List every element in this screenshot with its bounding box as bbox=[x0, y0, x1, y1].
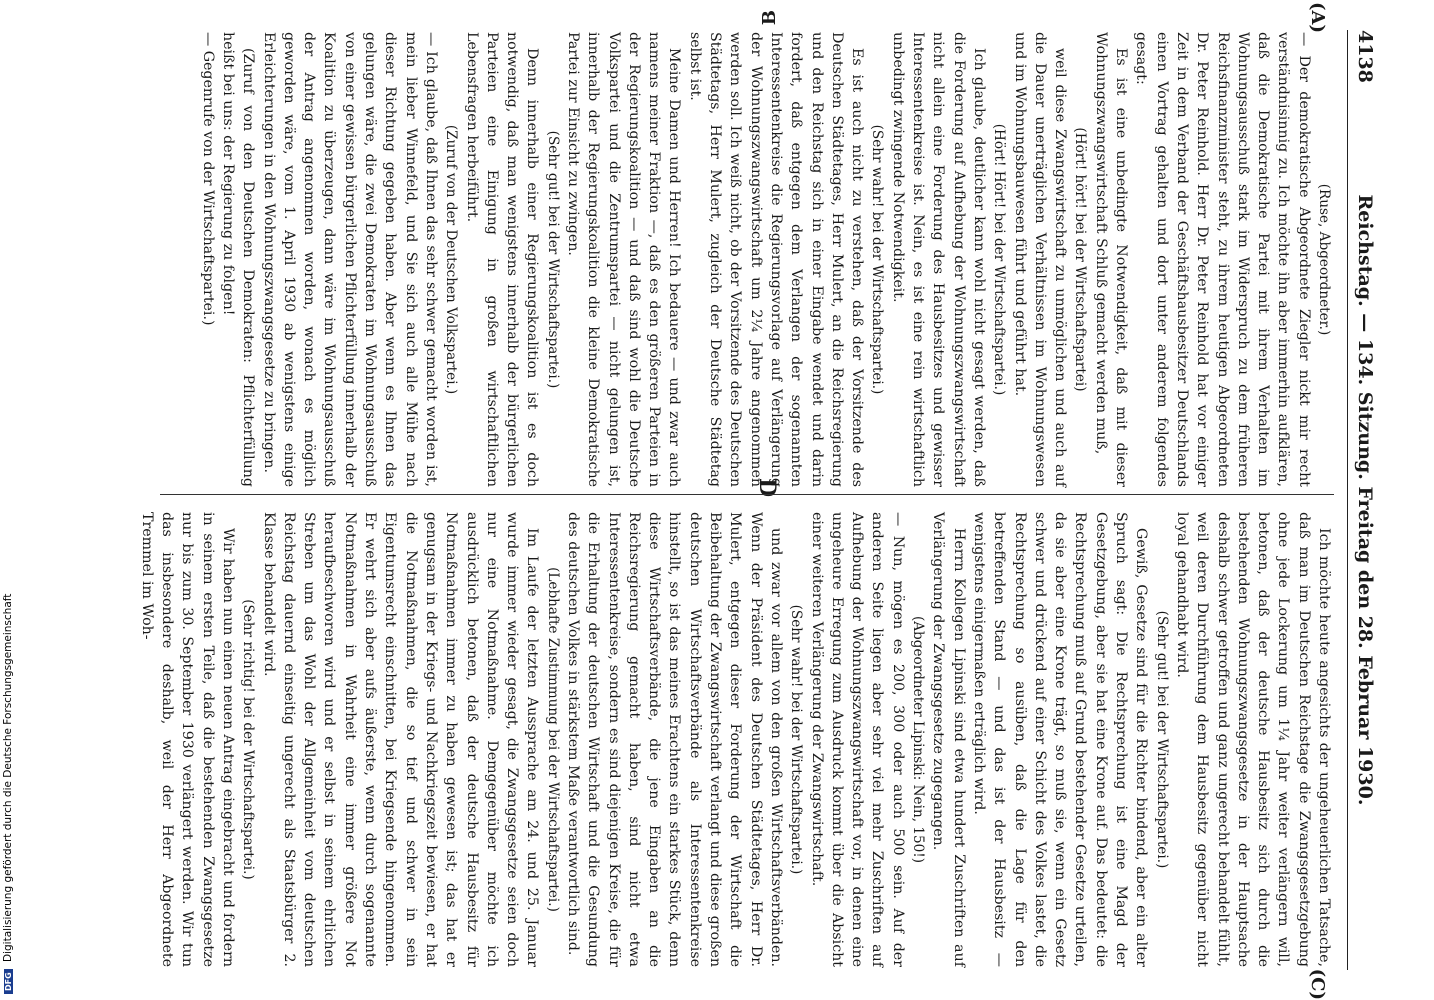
digitization-footer bbox=[0, 0, 16, 1000]
paragraph: Meine Damen und Herren! Ich bedauere — und zwar auch namens meiner Fraktion —, daß es den größeren Parteien in der Regierungskoalition — und daß sind wohl die Deutsche Volkspartei und die Zentrumspartei — nicht gelungen ist, innerhalb der Regierungskoalition die kleine Demokratische Partei zur Einsicht zu zwingen. bbox=[565, 32, 683, 487]
paragraph: (Hört! Hört! bei der Wirtschaftspartei.) bbox=[991, 123, 1008, 396]
paragraph: (Zuruf von der Deutschen Volkspartei.) bbox=[443, 124, 460, 395]
paragraph: — Ich glaube, daß Ihnen das sehr schwer gemacht worden ist, mein lieber Winnefeld, und Sie sich auch alle Mühe nach dieser Richtung gegeben haben. Aber wenn es Ihnen das gelungen wäre, die zwei Demokraten im Wohnungsausschuß von einer gewissen bürgerlichen Pflichterfüllung innerhalb der Koalition zu überzeugen, dann wäre im Wohnungsausschuß der Antrag angenommen worden, wonach es möglich geworden wäre, vom 1. April 1930 ab wenigstens einige Erleichterungen in den Wohnungszwangsgesetze zu bringen. bbox=[260, 32, 439, 488]
paragraph: und zwar vor allem von den großen Wirtschaftsverbänden. Wenn der Präsident des Deutschen Städtetages, Herr Dr. Mulert, entgegen dieser Forderung der Wirtschaft die Beibehaltung der Zwangswirtschaft verlangt und diese großen deutschen Wirtschaftsverbände als Interessentenkreise hinstellt, so ist das meines Erachtens ein starkes Stück, denn diese Wirtschaftsverbände, die jene Eingaben an die Reichsregierung gemacht haben, sind nicht etwa Interessentenkreise, sondern es sind diejenigen Kreise, die für die Erhaltung der deutschen Wirtschaft und die Gesundung des deutschen Volkes in stärkstem Maße verantwortlich sind. bbox=[565, 512, 784, 967]
paragraph: (Sehr wahr! bei der Wirtschaftspartei.) bbox=[788, 604, 805, 875]
paragraph: Herrn Kollegen Lipinski sind etwa hundert Zuschriften auf Verlängerung der Zwangsgesetze zugegangen. bbox=[930, 512, 967, 967]
running-head: Reichstag. — 134. Sitzung. Freitag den 28. Februar 1930. bbox=[1354, 194, 1376, 806]
margin-mark-c: (C) bbox=[1307, 968, 1328, 1000]
page-number: 4138 bbox=[1354, 30, 1376, 83]
paragraph: (Lebhafte Zustimmung bei der Wirtschaftspartei.) bbox=[544, 567, 561, 912]
paragraph: (Zuruf von den Deutschen Demokraten: Pflichterfüllung heißt bei uns: der Regierung zu folgen! bbox=[219, 32, 257, 487]
newspaper-page bbox=[100, 0, 1400, 1000]
paragraph: Wir haben nun einen neuen Antrag eingebracht und fordern in seinem ersten Teile, daß die bestehenden Zwangsgesetze nur bis zum 30. September 1930 verlängert werden. Wir tun das insbesondere deshalb, weil der Herr Abgeordnete Tremmel im Woh- bbox=[138, 512, 236, 967]
paragraph: (Sehr gut! bei der Wirtschaftspartei.) bbox=[1153, 610, 1170, 869]
paragraph: (Sehr wahr! bei der Wirtschaftspartei.) bbox=[869, 124, 886, 395]
paragraph: Es ist auch nicht zu verstehen, daß der Vorsitzende des Deutschen Städtetages, Herr Mulert, an die Reichsregierung und den Reichstag sich in einer Eingabe wendet und darin fordert, daß entgegen dem Verlangen der sogenannten Interessentenkreise die Regierungsvorlage auf Verlängerung der Wohnungszwangswirtschaft um 2¼ Jahre angenommen werden soll. Ich weiß nicht, ob der Vorsitzende des Deutschen Städtetags, Herr Mulert, zugleich der Deutsche Städtetag selbst ist. bbox=[686, 32, 866, 487]
dfg-logo: DFG bbox=[4, 969, 13, 994]
paragraph: (Sehr gut! bei der Wirtschaftspartei.) bbox=[544, 130, 561, 389]
paragraph: — Gegenrufe von der Wirtschaftspartei.) bbox=[199, 32, 216, 326]
paragraph: — Nun, mögen es 200, 300 oder auch 500 sein. Auf der anderen Seite liegen aber sehr viel mehr Zuschriften auf Aufhebung der Wohnungszwangswirtschaft vor, in denen eine ungeheure Erregung zum Ausdruck kommt über die Absicht einer weiteren Verlängerung der Zwangswirtschaft. bbox=[808, 512, 906, 967]
paragraph: Ich glaube, deutlicher kann wohl nicht gesagt werden, daß die Forderung auf Aufhebung der Wohnungszwangswirtschaft nicht allein eine Forderung des Hausbesitzes und gewisser Interessentenkreise ist. Nein, es ist eine rein wirtschaftlich unbedingt zwingende Notwendigkeit. bbox=[889, 32, 987, 487]
paragraph: Denn innerhalb einer Regierungskoalition ist es doch notwendig, daß man wenigstens innerhalb der bürgerlichen Parteien eine Einigung in großen wirtschaftlichen Lebensfragen herbeiführt. bbox=[463, 32, 541, 487]
paragraph: Im Laufe der letzten Aussprache am 24. und 25. Januar wurde immer wieder gesagt, die Zwangsgesetze seien doch nur eine Notmaßnahme. Demgegenüber möchte ich ausdrücklich betonen, daß der deutsche Hausbesitz für Notmaßnahmen immer zu haben gewesen ist; das hat er genugsam in der Kriegs- und Nachkriegszeit bewiesen, er hat die Notmaßnahmen, die so tief und schwer in sein Eigentumsrecht einschnitten, bei Kriegsende hingenommen. Er wehrt sich aber aufs äußerste, wenn durch sogenannte Notmaßnahmen in Wahrheit eine immer größere Not heraufbeschworen wird und er selbst in seinem ehrlichen Streben um das Wohl der Allgemeinheit vom deutschen Reichstag dauernd einseitig ungerecht als Staatsbürger 2. Klasse behandelt wird. bbox=[260, 512, 541, 967]
paragraph: weil diese Zwangswirtschaft zu unmöglichen und auch auf die Dauer unerträglichen Verhältnissen im Wohnungswesen und im Wohnungsbauwesen führt und geführt hat. bbox=[1011, 32, 1069, 487]
paragraph: Ich möchte heute angesichts der ungeheuerlichen Tatsache, daß man im Deutschen Reichstage die Zwangsgesetzgebung ohne jede Lockerung um 1¼ Jahr weiter verlängern will, betonen, daß der deutsche Hausbesitz sich durch die bestehenden Wohnungszwangsgesetze in der Hauptsache deshalb schwer getroffen und ganz ungerecht behandelt fühlt, weil deren Durchführung dem Hausbesitz gegenüber nicht loyal gehandhabt wird. bbox=[1173, 512, 1332, 967]
paragraph: (Sehr richtig! bei der Wirtschaftspartei.) bbox=[240, 599, 257, 880]
left-column bbox=[197, 32, 1334, 487]
margin-mark-a: (A) bbox=[1307, 2, 1328, 33]
digitization-credit: Digitalisierung gefördert durch die Deutsche Forschungsgemeinschaft bbox=[2, 593, 14, 962]
column-divider bbox=[160, 494, 1334, 495]
paragraph: Es ist eine unbedingte Notwendigkeit, daß mit dieser Wohnungszwangswirtschaft Schluß gemacht werden muß, bbox=[1092, 32, 1130, 487]
paragraph: (Abgeordneter Lipinski: Nein, 150!) bbox=[910, 615, 927, 864]
paragraph: Gewiß, Gesetze sind für die Richter bindend, aber ein alter Spruch sagt: Die Rechtsprechung ist eine Magd der Gesetzgebung, aber sie hat eine Krone auf. Das bedeutet: die Rechtsprechung muß auf Grund bestehender Gesetze urteilen, da sie aber eine Krone trägt, so muß sie, wenn ein Gesetz schwer und drückend auf einer Schicht des Volkes lastet, die Rechtsprechung so ausüben, daß die Lage für den betreffenden Stand — und das ist der Hausbesitz — wenigstens einigermaßen erträglich wird. bbox=[970, 512, 1150, 967]
margin-mark-d: D bbox=[754, 478, 780, 498]
right-column bbox=[136, 512, 1334, 967]
paragraph: (Ruse, Abgeordneter.) bbox=[1316, 183, 1332, 336]
paragraph: (Hört! hört! bei der Wirtschaftspartei) bbox=[1072, 127, 1089, 392]
page-header bbox=[1347, 30, 1382, 970]
paragraph: — Der demokratische Abgeordnete Ziegler nickt mir recht verständnisinnig zu. Ich möchte ihn aber immerhin aufklären, daß die Demokratische Partei mit ihrem Verhalten im Wohnungsausschuß stark im Widerspruch zu dem früheren Reichsfinanzminister steht, zu ihrem heutigen Abgeordneten Dr. Peter Reinhold. Herr Dr. Peter Reinhold hat vor einiger Zeit in dem Verband der Geschäftshausbesitzer Deutschlands einen Vortrag gehalten und dort unter anderem folgendes gesagt: bbox=[1133, 32, 1312, 487]
margin-mark-b: B bbox=[759, 10, 780, 26]
